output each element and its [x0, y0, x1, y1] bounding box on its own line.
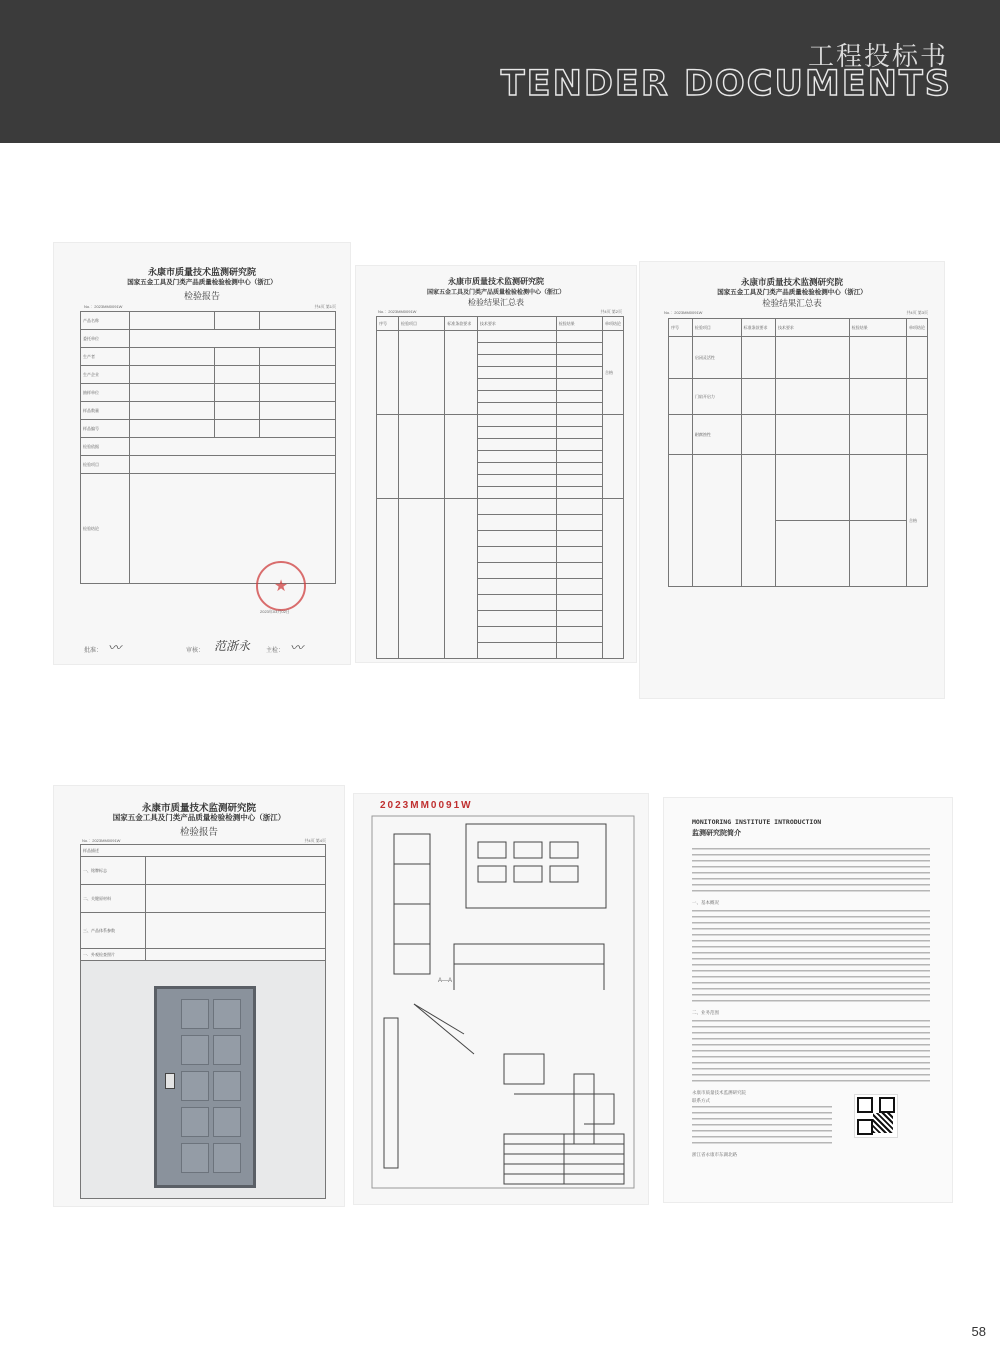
doc3-item: 门扇开启力 [692, 379, 741, 415]
door-handle-icon [165, 1073, 175, 1089]
door-panel [213, 1143, 241, 1173]
doc1-signature-review: 范浙永 [214, 639, 251, 653]
doc3-col: 单项结论 [907, 319, 928, 337]
door-panel [181, 1107, 209, 1137]
doc2-number: No.：2023MM0091W [378, 309, 417, 314]
door-panel [213, 1071, 241, 1101]
doc-inspection-report-photo [54, 786, 344, 1206]
doc3-col: 序号 [669, 319, 693, 337]
header-title-cn: 工程投标书 [807, 42, 948, 72]
doc2-center: 国家五金工具及门类产品质量检验检测中心（浙江） [426, 289, 565, 296]
doc2-col: 单项结论 [603, 317, 624, 331]
doc3-item: 启闭灵活性 [692, 337, 741, 379]
doc4-row: 二、关键原材料 [81, 885, 146, 913]
door-panel [213, 1035, 241, 1065]
doc6-footer-address: 浙江省永康市东湖北路 [692, 1152, 737, 1157]
doc2-verdict: 合格 [603, 331, 624, 415]
doc4-center: 国家五金工具及门类产品质量检验检测中心（浙江） [112, 813, 286, 822]
doc2-col: 检验项目 [399, 317, 445, 331]
door-photo [154, 986, 256, 1188]
doc1-number: No.：2023MM0091W [84, 304, 123, 309]
door-panel [213, 1107, 241, 1137]
doc2-col: 标准条款要求 [445, 317, 478, 331]
doc6-text-block-3 [692, 1020, 930, 1084]
doc3-number: No.：2023MM0091W [664, 310, 703, 315]
doc3-title: 检验结果汇总表 [762, 299, 822, 309]
doc6-text-block-2 [692, 910, 930, 1002]
doc1-review-label: 审核： [186, 648, 205, 654]
doc1-signature-main: 〰︎ [290, 641, 304, 656]
doc2-title: 检验结果汇总表 [468, 298, 524, 307]
doc6-contact-lines [692, 1106, 832, 1148]
door-panel [213, 999, 241, 1029]
doc2-table [376, 316, 624, 659]
doc-results-summary-1 [356, 266, 636, 662]
doc2-col: 技术要求 [477, 317, 556, 331]
doc1-signature-approve: 〰︎ [108, 641, 122, 656]
doc5-stamp-code: 2023MM0091W [380, 800, 473, 811]
door-panel [181, 1143, 209, 1173]
doc5-section-label: A—A [438, 978, 453, 984]
doc-technical-drawing [354, 794, 648, 1204]
doc3-center: 国家五金工具及门类产品质量检验检测中心（浙江） [717, 288, 867, 296]
doc3-col: 技术要求 [775, 319, 849, 337]
header-title-en: TENDER DOCUMENTS [500, 64, 952, 104]
doc1-row: 检验结论 [81, 474, 130, 584]
page-header [0, 0, 1000, 143]
doc-inspection-report-cover [54, 243, 350, 664]
door-drawing [354, 794, 648, 1204]
doc3-item: 耐腐蚀性 [692, 415, 741, 455]
doc1-row: 生产者 [81, 348, 130, 366]
doc1-page: 共4页 第1页 [314, 304, 336, 309]
doc4-row: 样品描述 [81, 845, 326, 857]
doc2-page: 共4页 第2页 [600, 309, 622, 314]
doc4-page: 共4页 第4页 [304, 838, 326, 843]
doc4-number: No.：2023MM0091W [82, 838, 121, 843]
doc4-org: 永康市质量技术监测研究院 [141, 803, 256, 814]
doc3-page: 共4页 第3页 [906, 310, 928, 315]
doc1-row: 检验依据 [81, 438, 130, 456]
doc1-row: 样品数量 [81, 402, 130, 420]
doc-institute-introduction [664, 798, 952, 1202]
page-number: 58 [971, 1324, 986, 1339]
doc1-row: 产品名称 [81, 312, 130, 330]
doc1-approve-label: 批准： [84, 648, 103, 654]
doc6-text-block-1 [692, 848, 930, 892]
doc3-col: 标准条款要求 [741, 319, 775, 337]
doc1-main-label: 主检： [266, 648, 285, 654]
doc1-table [80, 311, 336, 584]
doc1-official-stamp: ★ [256, 561, 306, 611]
doc1-row: 生产企业 [81, 366, 130, 384]
doc1-center: 国家五金工具及门类产品质量检验检测中心（浙江） [127, 278, 277, 286]
door-panel [181, 1071, 209, 1101]
doc3-verdict: 合格 [907, 455, 928, 587]
doc2-col: 检验结果 [556, 317, 602, 331]
doc-results-summary-2 [640, 262, 944, 698]
doc1-title: 检验报告 [183, 292, 220, 302]
doc1-row: 委托单位 [81, 330, 130, 348]
qr-code-icon [854, 1094, 898, 1138]
door-panel [181, 999, 209, 1029]
doc6-title-en: MONITORING INSTITUTE INTRODUCTION [692, 818, 822, 826]
doc6-section-2: 二、业务范围 [692, 1010, 719, 1015]
doc4-title: 检验报告 [179, 827, 218, 838]
door-panel [181, 1035, 209, 1065]
doc6-title-cn: 监测研究院简介 [692, 830, 741, 837]
doc4-row: 一．外观检查照片 [81, 949, 146, 961]
doc1-row: 样品编号 [81, 420, 130, 438]
doc3-table [668, 318, 928, 587]
doc3-org: 永康市质量技术监测研究院 [740, 278, 843, 288]
doc4-row: 三、产品体系参数 [81, 913, 146, 949]
doc2-org: 永康市质量技术监测研究院 [448, 276, 544, 286]
doc1-row: 抽样单位 [81, 384, 130, 402]
doc6-section-1: 一、基本概况 [692, 900, 719, 905]
doc6-footer-contact: 联系方式 [692, 1098, 710, 1103]
doc6-footer-org: 永康市质量技术监测研究院 [692, 1090, 746, 1095]
doc4-row: 一、铭牌标志 [81, 857, 146, 885]
doc2-col: 序号 [377, 317, 399, 331]
doc3-col: 检验项目 [692, 319, 741, 337]
doc1-row: 检验项目 [81, 456, 130, 474]
doc3-col: 检验结果 [849, 319, 906, 337]
doc1-date: 2023年03月02日 [260, 609, 290, 614]
doc1-org: 永康市质量技术监测研究院 [147, 268, 256, 278]
